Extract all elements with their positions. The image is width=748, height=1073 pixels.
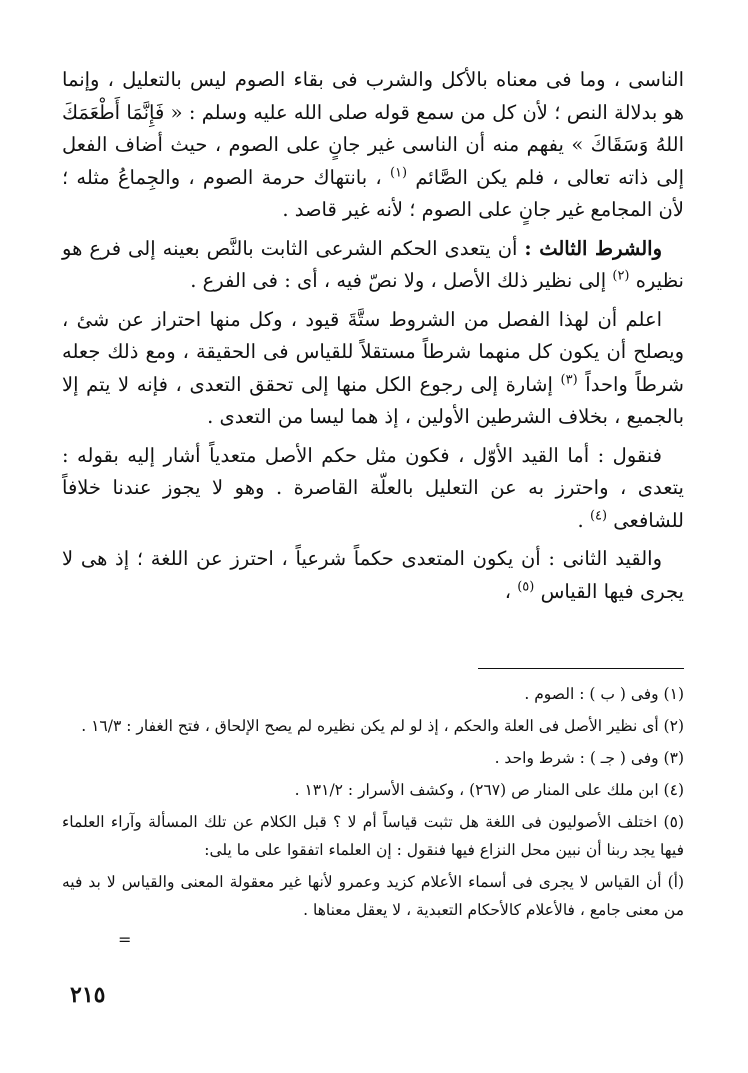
paragraph-4 xyxy=(62,440,684,538)
paragraph-2 xyxy=(62,233,684,298)
footnote-1: (١) وفى ( ب ) : الصوم . xyxy=(524,685,684,703)
paragraph-text-after: . xyxy=(577,508,584,532)
footnote-ref-5: (٥) xyxy=(517,579,535,594)
footnote-ref-2: (٢) xyxy=(612,268,630,284)
paragraph-text-after: إلى نظير ذلك الأصل ، ولا نصّ فيه ، أى : فى الفرع . xyxy=(190,269,607,292)
paragraph-5 xyxy=(62,543,684,608)
paragraph-text: الناسى ، وما فى معناه بالأكل والشرب فى بقاء الصوم ليس بالتعليل ، وإنما هو بدلالة النص ؛ لأن كل من سمع قوله صلى الله عليه وسلم : « فَإِنَّمَا أَطْعَمَكَ اللهُ وَسَقَاكَ » يفهم منه أن الناسى غير جانٍ على الصوم ، حيث أضاف الفعل إلى ذاته تعالى ، فلم يكن الصَّائم xyxy=(62,68,684,189)
paragraph-3 xyxy=(62,304,684,434)
footnote-ref-3: (٣) xyxy=(560,372,578,387)
footnote-separator xyxy=(478,668,684,669)
footnote-ref-1: (١) xyxy=(389,165,408,180)
page-number: ٢١٥ xyxy=(70,982,106,1008)
paragraph-1 xyxy=(62,64,684,227)
paragraph-text: اعلم أن لهذا الفصل من الشروط ستَّةَ قيود ، وكل منها احتراز عن شئ ، ويصلح أن يكون كل منهما شرطاً مستقلاً للقياس فى الحقيقة ، ومع ذلك جعله شرطاً واحداً xyxy=(62,307,685,396)
footnote-5-item-a: (أ) أن القياس لا يجرى فى أسماء الأعلام كزيد وعمرو لأنها غير معقولة المعنى والقياس لا بد فيه من معنى جامع ، فالأعلام كالأحكام التعبدية ، لا يعقل معناها . xyxy=(62,873,684,919)
condition-heading: والشرط الثالث : xyxy=(524,236,662,260)
continuation-mark: = xyxy=(118,930,132,949)
paragraph-text-after: إشارة إلى رجوع الكل منها إلى تحقق التعدى ، فإنه لا يتم إلا بالجميع ، بخلاف الشرطين الأولين ، إذ هما ليسا من التعدى . xyxy=(62,372,684,428)
footnote-ref-4: (٤) xyxy=(589,508,608,523)
paragraph-text: والقيد الثانى : أن يكون المتعدى حكماً شرعياً ، احترز عن اللغة ؛ إذ هى لا يجرى فيها القياس xyxy=(62,547,684,603)
paragraph-text-after: ، بانتهاك حرمة الصوم ، والجِماعُ مثله ؛ لأن المجامع غير جانٍ على الصوم ؛ لأنه غير قاصد . xyxy=(62,165,684,221)
paragraph-text: أن يتعدى الحكم الشرعى الثابت بالنَّص بعينه إلى فرع هو نظيره xyxy=(62,236,684,292)
paragraph-text-after: ، xyxy=(504,579,512,603)
footnote-2: (٢) أى نظير الأصل فى العلة والحكم ، إذ لو لم يكن نظيره لم يصح الإلحاق ، فتح الغفار : ١٦/٣ . xyxy=(81,717,684,735)
footnote-4: (٤) ابن ملك على المنار ص (٢٦٧) ، وكشف الأسرار : ١٣١/٢ . xyxy=(294,781,684,799)
footnote-5: (٥) اختلف الأصوليون فى اللغة هل تثبت قياساً أم لا ؟ قبل الكلام عن تلك المسألة وآراء العلماء فيها يجد ربنا أن نبين محل النزاع فيها فنقول : إن العلماء اتفقوا على ما يلى: xyxy=(62,813,684,859)
footnotes xyxy=(62,680,684,928)
paragraph-text: فنقول : أما القيد الأوّل ، فكون مثل حكم الأصل متعدياً أشار إليه بقوله : يتعدى ، واحترز به عن التعليل بالعلّة القاصرة . وهو لا يجوز عندنا خلافاً للشافعى xyxy=(62,443,684,532)
footnote-3: (٣) وفى ( جـ ) : شرط واحد . xyxy=(494,749,684,767)
main-text xyxy=(62,64,684,614)
